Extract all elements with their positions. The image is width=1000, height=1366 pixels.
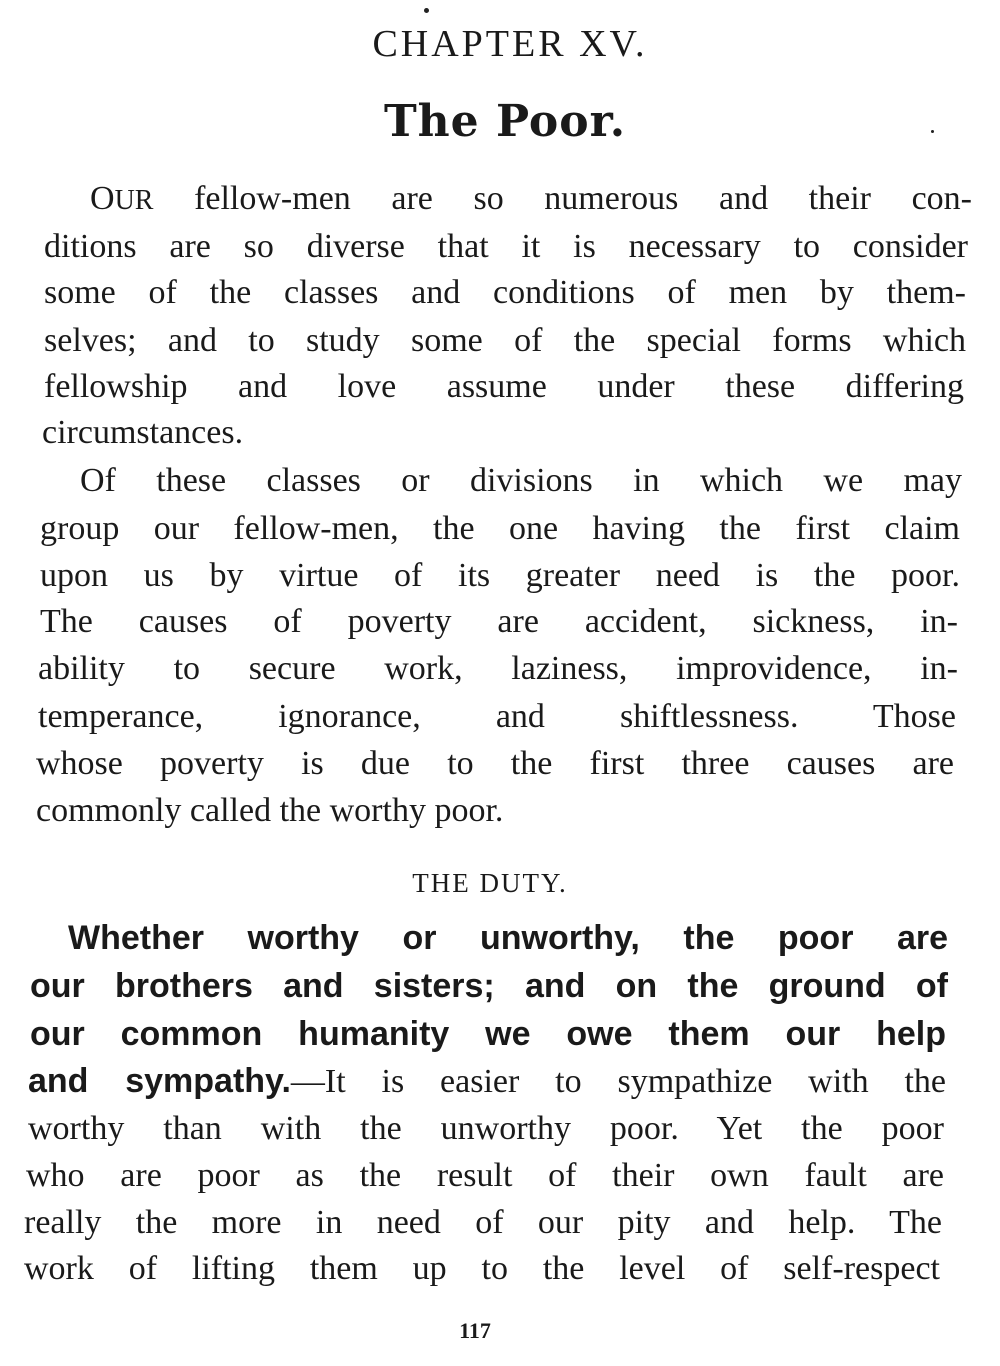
chapter-heading: CHAPTER XV. bbox=[372, 23, 648, 65]
dropcap: O bbox=[90, 180, 115, 217]
duty-statement-end: and sympathy. bbox=[28, 1062, 291, 1100]
paragraph-1-line: fellowship and love assume under these differing bbox=[44, 368, 964, 405]
chapter-title: The Poor. bbox=[383, 96, 627, 147]
paragraph-1-line: selves; and to study some of the special forms which bbox=[44, 322, 966, 359]
paragraph-1-line: some of the classes and conditions of men by them- bbox=[44, 274, 966, 311]
paragraph-3-bold-line: Whether worthy or unworthy, the poor are bbox=[68, 919, 948, 957]
paragraph-2-line: The causes of poverty are accident, sickness, in- bbox=[40, 603, 958, 640]
paragraph-1-line: circumstances. bbox=[42, 414, 244, 451]
paragraph-3-bold-line: our brothers and sisters; and on the ground of bbox=[30, 967, 948, 1005]
page-number: 117 bbox=[459, 1318, 491, 1343]
paragraph-3-line: worthy than with the unworthy poor. Yet the poor bbox=[28, 1110, 944, 1147]
paragraph-3-line: who are poor as the result of their own fault are bbox=[26, 1157, 944, 1194]
paragraph-3-line: work of lifting them up to the level of self-respect bbox=[24, 1250, 940, 1287]
paragraph-3-line: really the more in need of our pity and help. The bbox=[24, 1204, 942, 1241]
paragraph-2-line: Of these classes or divisions in which we may bbox=[80, 462, 962, 499]
paragraph-2-line: group our fellow-men, the one having the first claim bbox=[40, 510, 960, 547]
ink-speck bbox=[424, 8, 429, 13]
paragraph-2-line: upon us by virtue of its greater need is the poor. bbox=[40, 557, 960, 594]
paragraph-2-line: ability to secure work, laziness, improvidence, in- bbox=[38, 650, 958, 687]
paragraph-2-line: temperance, ignorance, and shiftlessness. Those bbox=[38, 698, 956, 735]
dropcap-rest: UR bbox=[114, 185, 154, 216]
paragraph-1-line: ditions are so diverse that it is necessary to consider bbox=[44, 228, 968, 265]
section-heading: THE DUTY. bbox=[412, 868, 568, 898]
paragraph-3-mixed-line: and sympathy.—It is easier to sympathize with the bbox=[28, 1062, 947, 1100]
paragraph-2-line: whose poverty is due to the first three causes are bbox=[36, 745, 954, 782]
paragraph-2-line: commonly called the worthy poor. bbox=[36, 792, 504, 829]
paragraph-1-line: OUR fellow-men are so numerous and their con- bbox=[90, 180, 972, 217]
paragraph-3-bold-line: our common humanity we owe them our help bbox=[30, 1015, 946, 1053]
